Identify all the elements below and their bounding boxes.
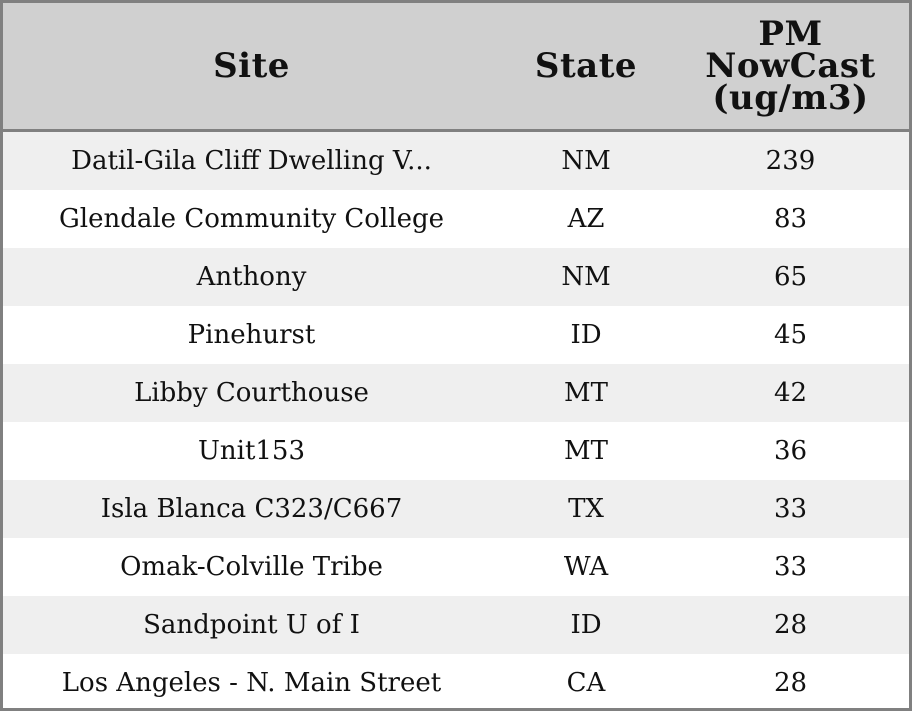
cell-pm-nowcast: 83 (773, 204, 808, 234)
table-row (3, 248, 909, 306)
cell-state: CA (566, 668, 606, 698)
cell-site: Glendale Community College (59, 204, 444, 234)
table-row (3, 306, 909, 364)
cell-pm-nowcast: 33 (773, 494, 808, 524)
column-header-state (500, 3, 672, 129)
column-header-pm-nowcast (672, 3, 909, 129)
table-row (3, 480, 909, 538)
cell-site: Libby Courthouse (134, 378, 369, 408)
cell-pm-nowcast: 239 (765, 146, 816, 176)
cell-state: ID (570, 610, 602, 640)
table-row (3, 190, 909, 248)
cell-state: TX (568, 494, 604, 524)
cell-state: ID (570, 320, 602, 350)
column-header-site (3, 3, 500, 129)
table-row (3, 596, 909, 654)
cell-site: Datil-Gila Cliff Dwelling V... (71, 146, 432, 176)
column-header-site-label: Site (213, 46, 290, 86)
column-header-pm-nowcast-label: PM NowCast (ug/m3) (705, 14, 876, 118)
cell-site: Omak-Colville Tribe (120, 552, 383, 582)
cell-pm-nowcast: 28 (773, 610, 808, 640)
cell-state: AZ (567, 204, 605, 234)
cell-pm-nowcast: 36 (773, 436, 808, 466)
cell-state: NM (561, 146, 611, 176)
table-row (3, 654, 909, 712)
table-row (3, 538, 909, 596)
cell-pm-nowcast: 65 (773, 262, 808, 292)
cell-site: Sandpoint U of I (143, 610, 360, 640)
cell-site: Pinehurst (187, 320, 316, 350)
cell-site: Los Angeles - N. Main Street (61, 668, 442, 698)
table-body (3, 132, 909, 711)
cell-site: Anthony (196, 262, 307, 292)
cell-pm-nowcast: 42 (773, 378, 808, 408)
cell-pm-nowcast: 33 (773, 552, 808, 582)
table-row (3, 132, 909, 190)
table-header (3, 3, 909, 132)
cell-state: NM (561, 262, 611, 292)
cell-pm-nowcast: 28 (773, 668, 808, 698)
cell-site: Unit153 (197, 436, 306, 466)
cell-state: WA (563, 552, 609, 582)
table-row (3, 422, 909, 480)
cell-pm-nowcast: 45 (773, 320, 808, 350)
table-row (3, 364, 909, 422)
cell-state: MT (564, 436, 608, 466)
cell-site: Isla Blanca C323/C667 (100, 494, 403, 524)
column-header-state-label: State (534, 46, 638, 86)
cell-state: MT (564, 378, 608, 408)
